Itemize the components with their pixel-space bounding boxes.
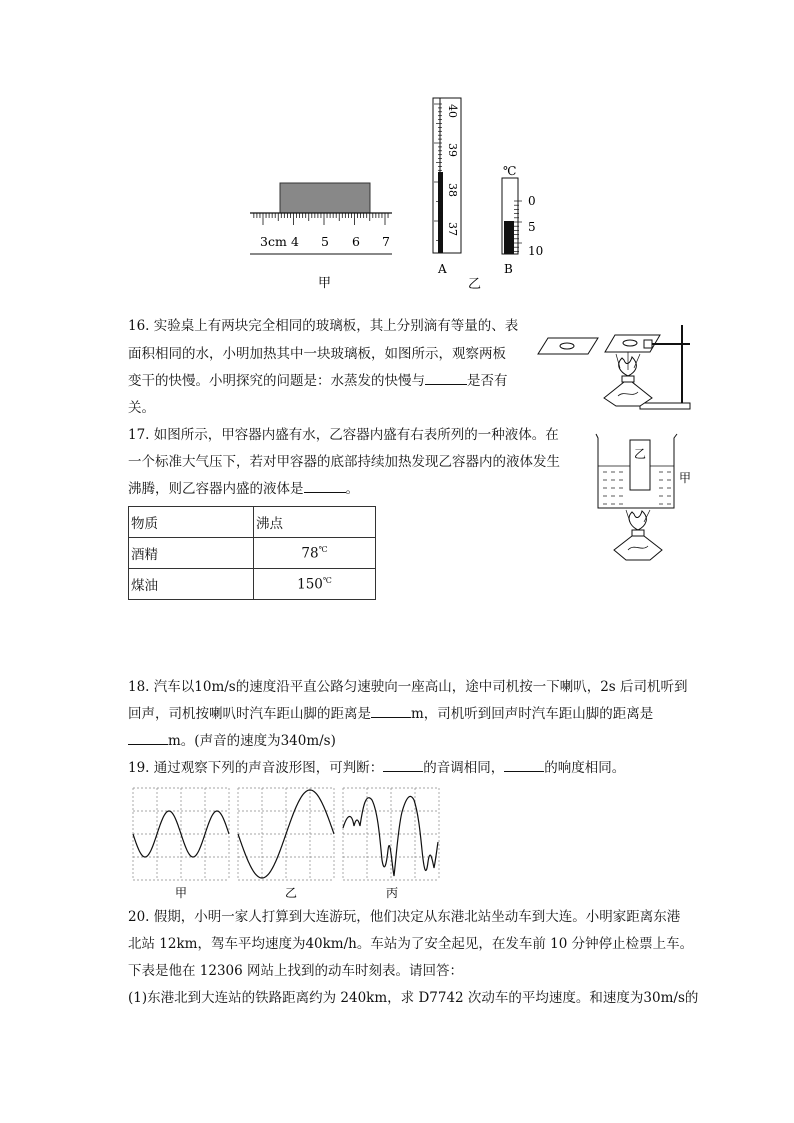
boiling-point-table [128, 506, 376, 600]
ruler-label-5: 5 [321, 234, 329, 249]
sound-waveforms-figure [128, 784, 448, 902]
q16-line-3-tail: 是否有 [467, 373, 508, 389]
thermo-b-tick-5: 5 [528, 220, 536, 234]
q18-line-2 [128, 701, 653, 727]
q17-line-3-text: 沸腾，则乙容器内盛的液体是 [128, 481, 304, 497]
thermo-a-tick-38: 38 [446, 183, 459, 197]
glass-plate-heating-figure [532, 318, 694, 413]
waveform-caption-jia: 甲 [175, 886, 188, 900]
ruler-label-7: 7 [382, 234, 390, 249]
q19-text-a: 19. 通过观察下列的声音波形图，可判断： [128, 760, 384, 776]
q17-answer-blank[interactable] [304, 478, 346, 493]
boiling-point-value: 150℃ [254, 569, 376, 600]
q18-line-2-text: 回声，司机按喇叭时汽车距山脚的距离是 [128, 706, 371, 722]
figure-caption-yi: 乙 [468, 277, 482, 292]
q16-line-3-text: 变干的快慢。小明探究的问题是：水蒸发的快慢与 [128, 373, 425, 389]
q16-line-4: 关。 [128, 400, 155, 416]
substance-name: 煤油 [129, 569, 254, 600]
thermo-b-tick-10: 10 [528, 244, 544, 258]
thermo-a-tick-40: 40 [446, 104, 459, 118]
outer-container-label: 甲 [679, 471, 692, 485]
inner-container-label: 乙 [634, 447, 647, 461]
substance-name: 酒精 [129, 538, 254, 569]
table-header-boiling-point: 沸点 [254, 507, 376, 538]
beaker-heating-figure [588, 428, 700, 564]
thermo-b-unit: ℃ [503, 164, 517, 178]
ruler-label-4: 4 [291, 234, 299, 249]
q16-line-2: 面积相同的水，小明加热其中一块玻璃板，如图所示，观察两板 [128, 346, 506, 362]
thermo-b-tick-0: 0 [528, 194, 536, 208]
q18-line-1: 18. 汽车以10m/s的速度沿平直公路匀速驶向一座高山，途中司机按一下喇叭，2s 后司机听到 [128, 679, 688, 695]
q17-line-3-tail: 。 [345, 481, 359, 497]
q19-text-b: 的音调相同， [423, 760, 505, 776]
q17-line-1: 17. 如图所示，甲容器内盛有水，乙容器内盛有右表所列的一种液体。在 [128, 427, 559, 443]
q19-answer-blank-1[interactable] [383, 757, 423, 772]
q16-answer-blank[interactable] [425, 370, 467, 385]
q20-line-3: 下表是他在 12306 网站上找到的动车时刻表。请回答： [128, 963, 464, 979]
thermo-b-label: B [504, 262, 513, 276]
ruler-label-6: 6 [352, 234, 360, 249]
q19-line [128, 755, 625, 781]
waveform-caption-bing: 丙 [386, 886, 399, 900]
q17-line-2: 一个标准大气压下，若对甲容器的底部持续加热发现乙容器内的液体发生 [128, 454, 560, 470]
q20-line-4: (1)东港北到大连站的铁路距离约为 240km，求 D7742 次动车的平均速度。和速度为30m/s的 [128, 990, 699, 1006]
q20-line-1: 20. 假期，小明一家人打算到大连游玩，他们决定从东港北站坐动车到大连。小明家距离东港 [128, 909, 681, 925]
boiling-point-value: 78℃ [254, 538, 376, 569]
table-row [129, 569, 376, 600]
table-header-substance: 物质 [129, 507, 254, 538]
q18-answer-blank-2[interactable] [128, 730, 168, 745]
q16-line-1: 16. 实验桌上有两块完全相同的玻璃板，其上分别滴有等量的、表 [128, 318, 519, 334]
table-row [129, 538, 376, 569]
q18-line-3 [128, 728, 336, 754]
q18-line-2-tail: m，司机听到回声时汽车距山脚的距离是 [411, 706, 654, 722]
q18-answer-blank-1[interactable] [371, 703, 411, 718]
q16-line-3 [128, 368, 508, 394]
q18-line-3-text: m。(声音的速度为340m/s) [168, 733, 336, 749]
q20-line-2: 北站 12km，驾车平均速度为40km/h。车站为了安全起见，在发车前 10 分钟停止检票上车。 [128, 936, 694, 952]
q19-answer-blank-2[interactable] [504, 757, 544, 772]
measured-block [280, 183, 370, 213]
waveform-caption-yi: 乙 [285, 886, 298, 900]
q19-text-c: 的响度相同。 [544, 760, 626, 776]
figure-caption-jia: 甲 [318, 276, 332, 291]
measurement-figure [240, 95, 570, 295]
ruler-ticks [254, 213, 388, 225]
thermo-a-label: A [438, 262, 447, 276]
q17-line-3 [128, 476, 359, 502]
thermo-a-tick-37: 37 [446, 222, 459, 236]
ruler-label-3cm: 3cm [260, 234, 287, 249]
table-header-row [129, 507, 376, 538]
waveform-bing [343, 796, 438, 876]
thermometer-b [502, 178, 522, 254]
thermo-a-tick-39: 39 [446, 143, 459, 157]
